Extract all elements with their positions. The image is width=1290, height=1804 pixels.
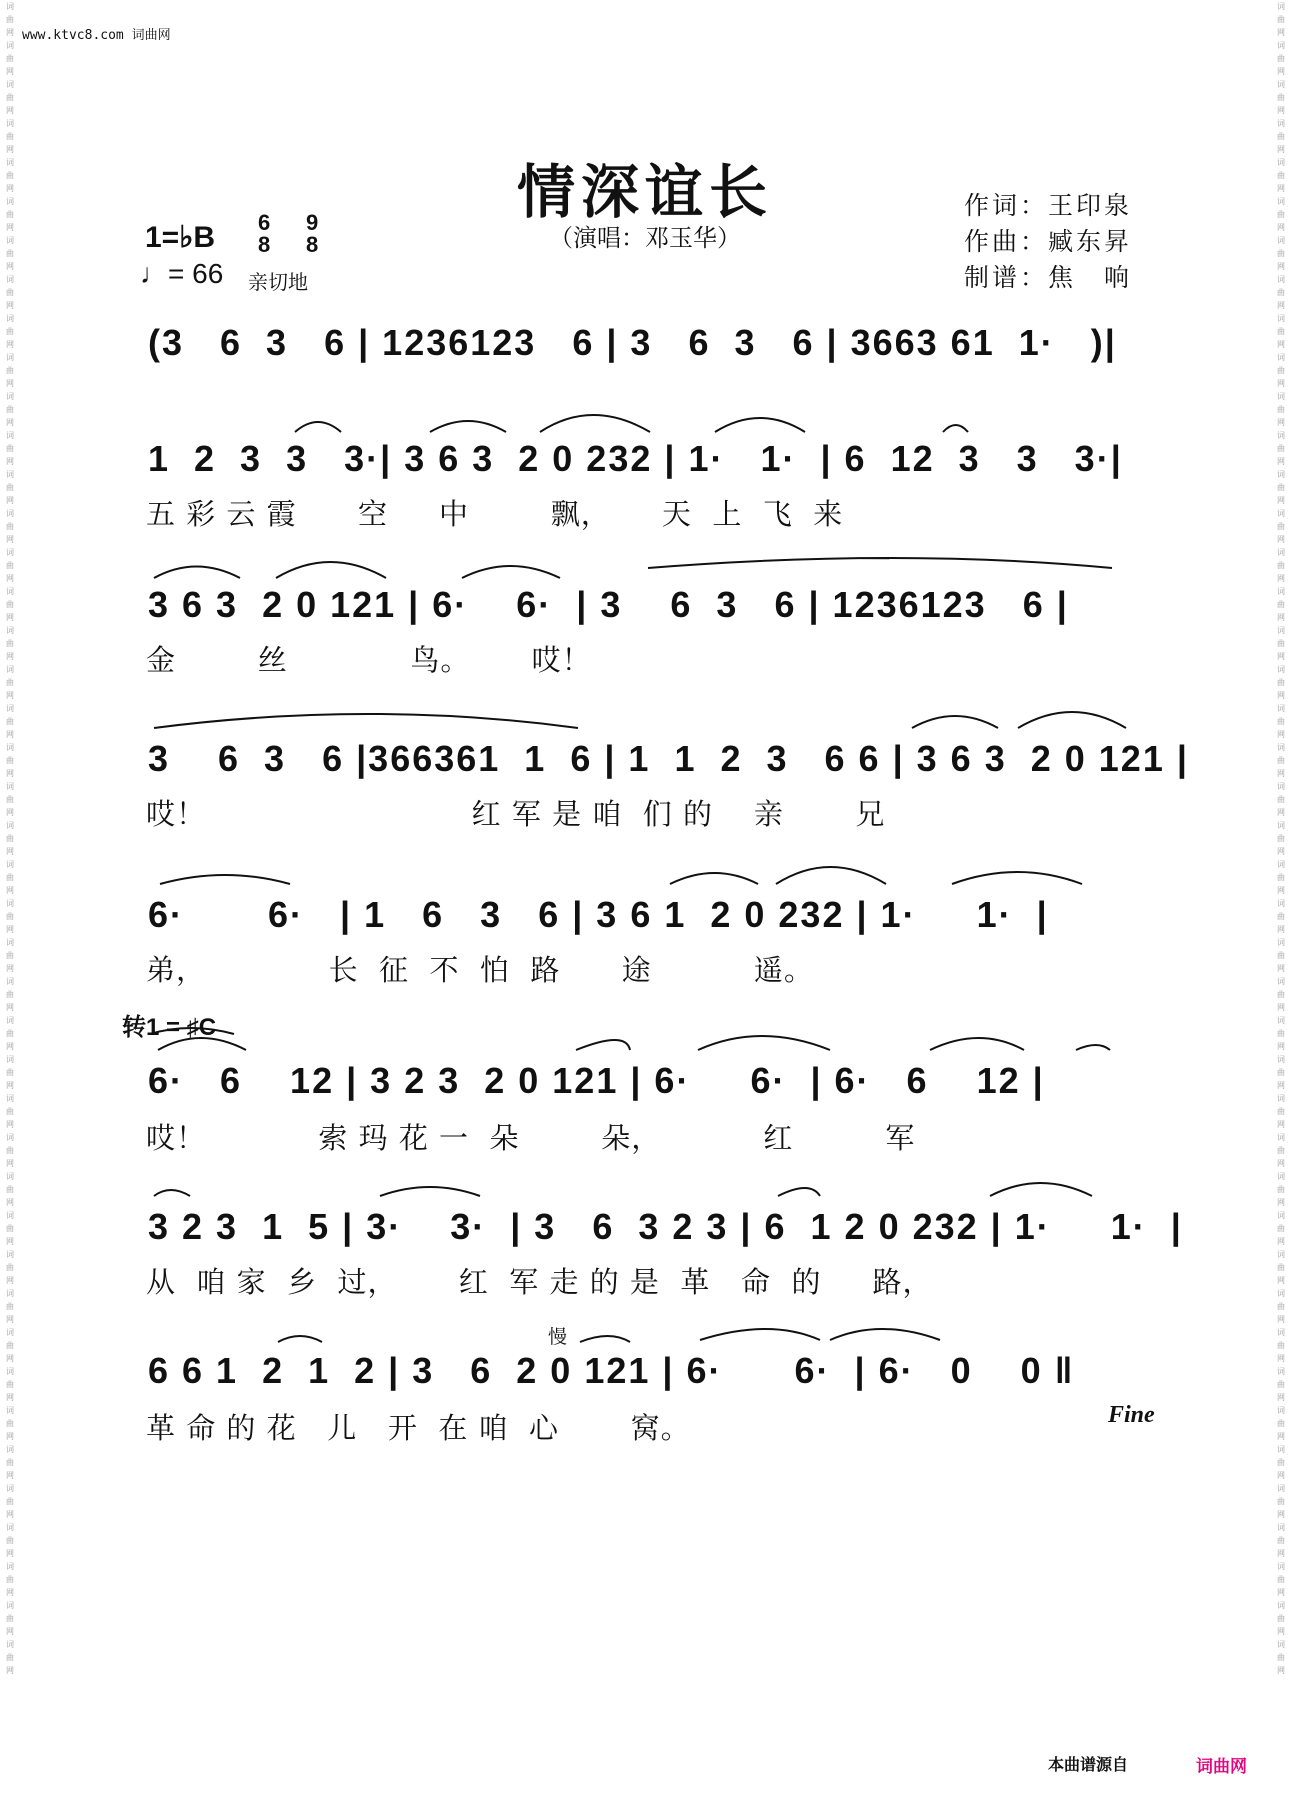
footer-source-label: 本曲谱源自 xyxy=(1048,1755,1129,1774)
notation-line-8: 6 6 1 2 1 2 | 3 6 2 0 121 | 6· 6· | 6· 0 0 ‖ xyxy=(148,1350,1075,1391)
time-signature-1-bottom: 8 xyxy=(258,232,271,257)
watermark-left: 词曲网词曲网词曲网词曲网词曲网词曲网词曲网词曲网词曲网词曲网词曲网词曲网词曲网词曲网词曲网词曲网词曲网词曲网词曲网词曲网词曲网词曲网词曲网词曲网词曲网词曲网词曲网词曲网词曲网词曲网词曲网词曲网词曲网词曲网词曲网词曲网词曲网词曲网词曲网词曲网词曲网词曲网词曲网 xyxy=(6,2,14,1675)
slur xyxy=(295,422,341,432)
modulation-mark: 转1 = ♯C xyxy=(122,1014,217,1041)
watermark-right: 词曲网词曲网词曲网词曲网词曲网词曲网词曲网词曲网词曲网词曲网词曲网词曲网词曲网词曲网词曲网词曲网词曲网词曲网词曲网词曲网词曲网词曲网词曲网词曲网词曲网词曲网词曲网词曲网词曲网词曲网词曲网词曲网词曲网词曲网词曲网词曲网词曲网词曲网词曲网词曲网词曲网词曲网词曲网 xyxy=(1277,2,1285,1675)
notation-line-3: 3 6 3 2 0 121 | 6· 6· | 3 6 3 6 | 1236123 6 | xyxy=(148,584,1069,625)
slur xyxy=(150,1028,234,1034)
key-signature: 1=♭B xyxy=(145,221,216,254)
slur xyxy=(278,1336,322,1342)
site-label[interactable]: www.ktvc8.com 词曲网 xyxy=(22,28,171,43)
slur xyxy=(160,875,290,884)
slur xyxy=(990,1183,1092,1196)
slur xyxy=(1076,1045,1110,1050)
slur xyxy=(154,1190,190,1196)
slur xyxy=(715,418,805,432)
slur xyxy=(830,1329,940,1340)
notation-line-6: 6· 6 12 | 3 2 3 2 0 121 | 6· 6· | 6· 6 12 | xyxy=(148,1060,1045,1101)
notation-line-2: 1 2 3 3 3·| 3 6 3 2 0 232 | 1· 1· | 6 12 3 3 3·| xyxy=(148,438,1123,479)
lyricist: 作词：王印泉 xyxy=(964,191,1133,220)
transcriber: 制谱：焦 响 xyxy=(964,263,1133,292)
expression-mark: 亲切地 xyxy=(248,272,308,294)
slur xyxy=(648,558,1112,568)
slur xyxy=(154,567,240,579)
slur xyxy=(952,872,1082,884)
slur xyxy=(700,1329,820,1340)
slur xyxy=(580,1336,630,1342)
slur xyxy=(776,867,886,884)
slur xyxy=(943,425,968,432)
slur xyxy=(154,714,578,728)
lyric-line-8: 革 命 的 花 儿 开 在 咱 心 窝。 xyxy=(146,1411,691,1445)
lyric-line-3: 金 丝 鸟。 哎！ xyxy=(146,643,592,677)
slur xyxy=(380,1187,480,1196)
composer: 作曲：臧东昇 xyxy=(964,227,1133,256)
slur xyxy=(698,1036,830,1050)
slur xyxy=(276,562,386,578)
slur xyxy=(912,716,998,728)
slur xyxy=(540,415,650,432)
slur xyxy=(1018,712,1126,728)
slur xyxy=(158,1038,246,1050)
time-signature-1-top: 6 xyxy=(258,210,271,235)
notation-line-4: 3 6 3 6 |366361 1 6 | 1 1 2 3 6 6 | 3 6 3 2 0 121 | xyxy=(148,738,1189,779)
slur xyxy=(930,1038,1024,1050)
footer-brand-link[interactable]: 词曲网 xyxy=(1196,1757,1247,1777)
slur xyxy=(670,873,758,884)
lyric-line-2: 五 彩 云 霞 空 中 飘， 天 上 飞 来 xyxy=(146,497,844,531)
lyric-line-6: 哎！ 索 玛 花 一 朵 朵， 红 军 xyxy=(146,1121,916,1155)
notation-line-5: 6· 6· | 1 6 3 6 | 3 6 1 2 0 232 | 1· 1· | xyxy=(148,894,1049,935)
notation-line-7: 3 2 3 1 5 | 3· 3· | 3 6 3 2 3 | 6 1 2 0 232 | 1· 1· | xyxy=(148,1206,1183,1247)
fine-mark: Fine xyxy=(1108,1402,1155,1428)
lyric-line-5: 弟， 长 征 不 怕 路 途 遥。 xyxy=(146,953,814,987)
slur xyxy=(430,421,506,432)
notation-line-1: (3 6 3 6 | 1236123 6 | 3 6 3 6 | 3663 61 1· )| xyxy=(148,322,1117,363)
time-signature-2-bottom: 8 xyxy=(306,232,319,257)
lyric-line-4: 哎！ 红 军 是 咱 们 的 亲 兄 xyxy=(146,797,886,831)
tempo-mark: ♩= 66 xyxy=(140,258,224,289)
slur xyxy=(778,1188,820,1196)
song-title: 情深谊长 xyxy=(516,158,773,226)
time-signature-2-top: 9 xyxy=(306,210,319,235)
slow-mark: 慢 xyxy=(548,1326,568,1348)
slur xyxy=(462,566,560,578)
slur xyxy=(576,1040,630,1050)
lyric-line-7: 从 咱 家 乡 过， 红 军 走 的 是 革 命 的 路， xyxy=(146,1265,933,1299)
performer: （演唱：邓玉华） xyxy=(549,224,741,252)
